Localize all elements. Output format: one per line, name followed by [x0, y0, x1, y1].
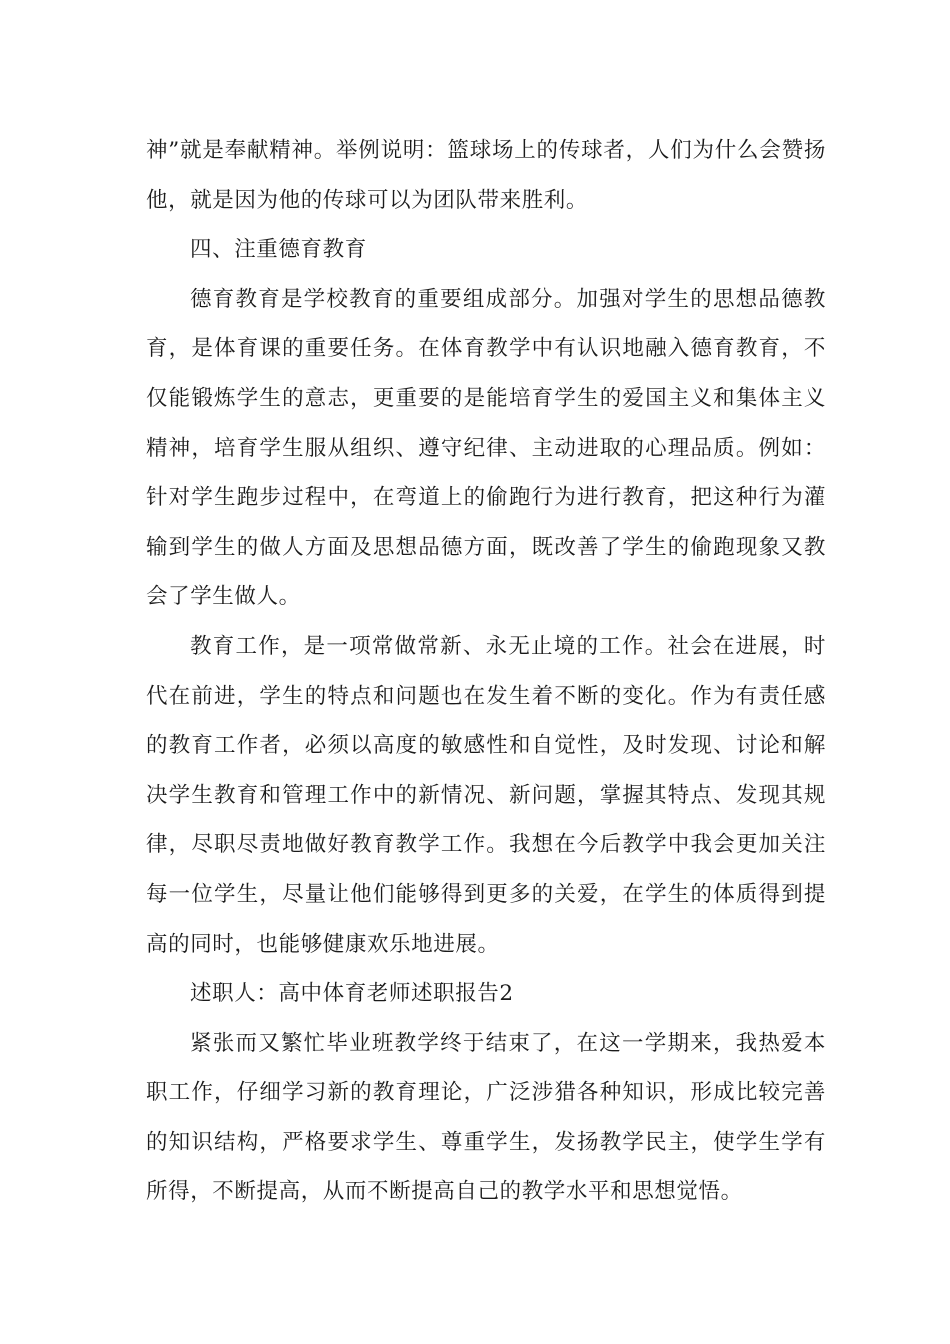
- paragraph-report-intro: 紧张而又繁忙毕业班教学终于结束了，在这一学期来，我热爱本职工作，仔细学习新的教育理论，广泛涉猎各种知识，形成比较完善的知识结构，严格要求学生、尊重学生，发扬教学民主，使学生学有所得，不断提高，从而不断提高自己的教学水平和思想觉悟。: [146, 1030, 826, 1205]
- paragraph-moral-education: 德育教育是学校教育的重要组成部分。加强对学生的思想品德教育，是体育课的重要任务。在体育教学中有认识地融入德育教育，不仅能锻炼学生的意志，更重要的是能培育学生的爱国主义和集体主义精神，培育学生服从组织、遵守纪律、主动进取的心理品质。例如：针对学生跑步过程中，在弯道上的偷跑行为进行教育，把这种行为灌输到学生的做人方面及思想品德方面，既改善了学生的偷跑现象又教会了学生做人。: [146, 286, 826, 610]
- document-body: [146, 126, 826, 1217]
- paragraph-continuation: 神”就是奉献精神。举例说明：篮球场上的传球者，人们为什么会赞扬他，就是因为他的传球可以为团队带来胜利。: [146, 138, 826, 213]
- paragraph-education-work: 教育工作，是一项常做常新、永无止境的工作。社会在进展，时代在前进，学生的特点和问题也在发生着不断的变化。作为有责任感的教育工作者，必须以高度的敏感性和自觉性，及时发现、讨论和解决学生教育和管理工作中的新情况、新问题，掌握其特点、发现其规律，尽职尽责地做好教育教学工作。我想在今后教学中我会更加关注每一位学生，尽量让他们能够得到更多的关爱，在学生的体质得到提高的同时，也能够健康欢乐地进展。: [146, 633, 826, 957]
- section-heading: 四、注重德育教育: [190, 237, 367, 263]
- report-title-line: 述职人：高中体育老师述职报告2: [190, 981, 514, 1007]
